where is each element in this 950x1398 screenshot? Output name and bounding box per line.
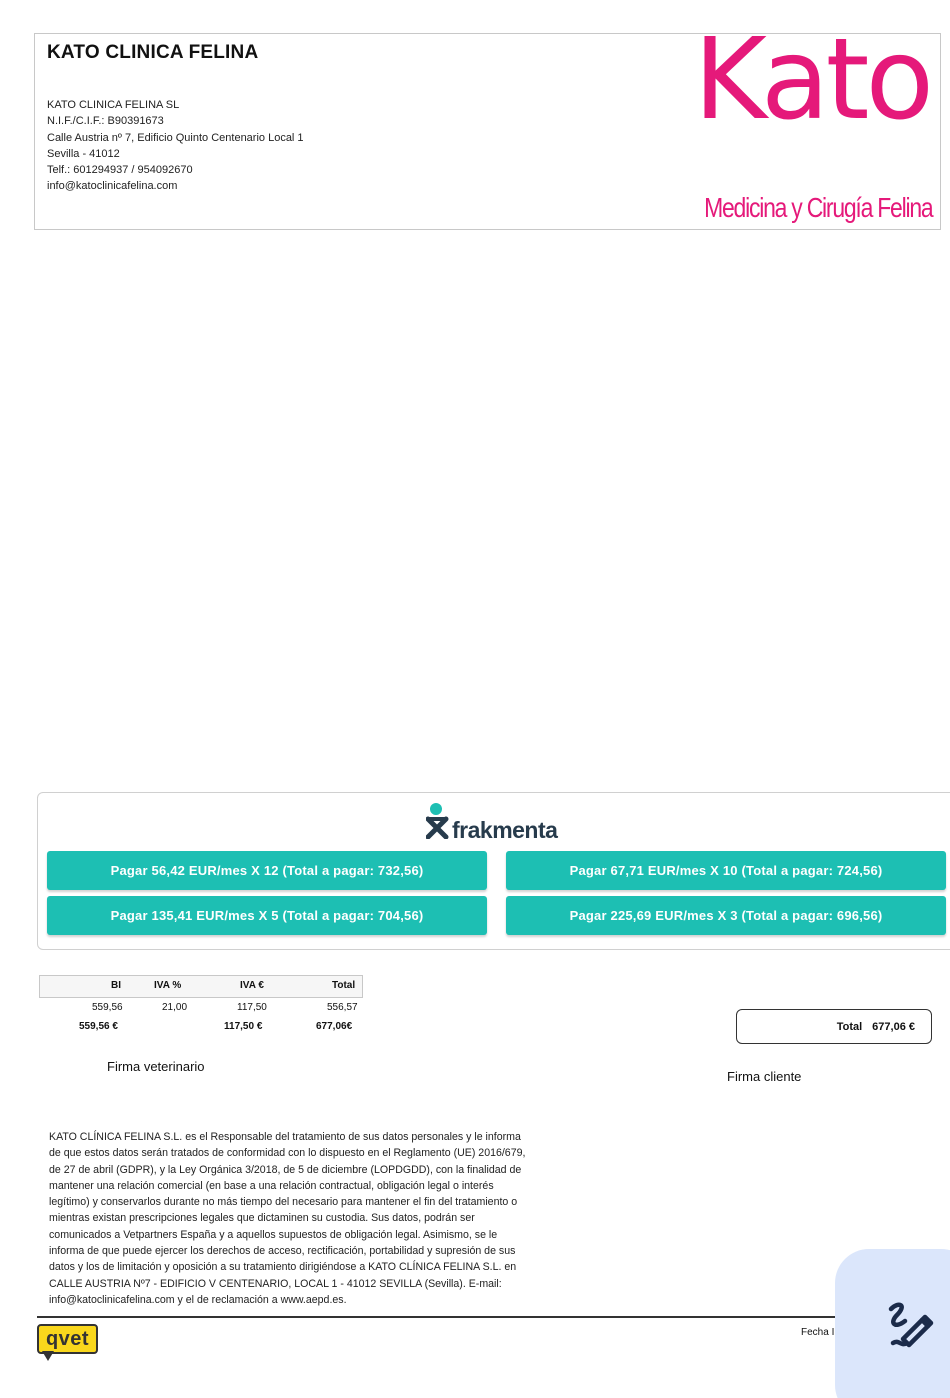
grand-total-box: [736, 1009, 932, 1044]
legal-line: mientras existan prescripciones legales que dictaminen su custodia. Sus datos, podrán ser: [49, 1212, 475, 1225]
qvet-logo: [37, 1324, 99, 1362]
row-iva-percent: 21,00: [162, 1002, 188, 1013]
logo-subtitle: Medicina y Cirugía Felina: [703, 192, 932, 223]
pay-10-months-button[interactable]: Pagar 67,71 EUR/mes X 10 (Total a pagar: 724,56): [506, 851, 946, 890]
tax-summary-table: [39, 975, 363, 1036]
date-label: Fecha I: [801, 1327, 835, 1338]
totals-iva-euro: 117,50 €: [224, 1021, 263, 1032]
clinic-details: [47, 97, 304, 195]
clinic-email-line: info@katoclinicafelina.com: [47, 180, 178, 193]
clinic-phone-line: Telf.: 601294937 / 954092670: [47, 164, 193, 177]
tax-table-header: [39, 975, 363, 998]
logo-word: Kato: [693, 15, 930, 145]
qvet-wordmark: qvet: [37, 1324, 98, 1354]
privacy-notice: [49, 1129, 549, 1308]
table-row: [39, 998, 363, 1017]
legal-line: KATO CLÍNICA FELINA S.L. es el Responsable del tratamiento de sus datos personales y le informa: [49, 1131, 521, 1143]
clinic-title: KATO CLINICA FELINA: [47, 42, 259, 63]
pay-3-months-button[interactable]: Pagar 225,69 EUR/mes X 3 (Total a pagar: 696,56): [506, 896, 946, 935]
legal-line: legítimo) y conservarlos durante no más tiempo del necesario para mantener el fin del tratamiento o: [49, 1196, 518, 1209]
clinic-city-line: Sevilla - 41012: [47, 147, 120, 160]
legal-line: de que estos datos serán tratados de conformidad con lo dispuesto en el Reglamento (UE) 2016/679,: [49, 1147, 526, 1160]
header-bi: BI: [111, 980, 121, 991]
financing-panel: [37, 792, 950, 950]
header-total: Total: [332, 980, 356, 991]
legal-line: informa de que puede ejercer los derechos de acceso, rectificación, portabilidad y supresión de sus: [49, 1245, 516, 1258]
clinic-name-line: KATO CLINICA FELINA SL: [47, 99, 180, 111]
table-totals-row: [39, 1017, 363, 1036]
pen-squiggle-icon: [885, 1299, 937, 1351]
totals-total: 677,06€: [316, 1021, 353, 1032]
grand-total-value: 677,06 €: [872, 1020, 915, 1033]
client-signature-label: Firma cliente: [727, 1069, 802, 1084]
header-iva-euro: IVA €: [240, 980, 264, 991]
pay-12-months-button[interactable]: Pagar 56,42 EUR/mes X 12 (Total a pagar: 732,56): [47, 851, 487, 890]
legal-line: datos y los de limitación y oposición a su tratamiento dirigiéndose a KATO CLÍNICA FELINA S.L. en: [49, 1261, 517, 1274]
clinic-address-line: Calle Austria nº 7, Edificio Quinto Centenario Local 1: [47, 131, 304, 144]
header-iva-percent: IVA %: [154, 980, 182, 991]
totals-bi: 559,56 €: [79, 1021, 118, 1032]
frakmenta-person-icon: [426, 801, 452, 839]
vet-signature-label: Firma veterinario: [107, 1059, 205, 1074]
legal-line: comunicados a Vetpartners España y a aquellos supuestos de obligación legal. Asimismo, se le: [49, 1228, 498, 1241]
row-iva-euro: 117,50: [237, 1002, 267, 1013]
kato-logo: [693, 15, 932, 228]
footer-divider: [37, 1316, 837, 1318]
legal-line: info@katoclinicafelina.com y el de reclamación a www.aepd.es.: [49, 1293, 347, 1306]
annotate-fab[interactable]: [835, 1249, 950, 1398]
frakmenta-logo: [426, 799, 566, 843]
legal-line: CALLE AUSTRIA Nº7 - EDIFICIO V CENTENARIO, LOCAL 1 - 41012 SEVILLA (Sevilla). E-mail:: [49, 1277, 502, 1290]
qvet-bubble-tail: [42, 1351, 54, 1361]
clinic-nif-line: N.I.F./C.I.F.: B90391673: [47, 115, 164, 128]
row-bi: 559,56: [92, 1002, 123, 1013]
row-total: 556,57: [327, 1002, 358, 1013]
clinic-header: [34, 15, 941, 230]
legal-line: de 27 de abril (GDPR), y la Ley Orgánica 3/2018, de 5 de diciembre (LOPDGDD), con la finalidad de: [49, 1163, 522, 1176]
frakmenta-wordmark: frakmenta: [452, 817, 558, 843]
grand-total-label: Total: [836, 1020, 863, 1033]
pay-5-months-button[interactable]: Pagar 135,41 EUR/mes X 5 (Total a pagar: 704,56): [47, 896, 487, 935]
legal-line: mantener una relación comercial (en base a una relación contractual, obligación legal o interés: [49, 1179, 494, 1192]
